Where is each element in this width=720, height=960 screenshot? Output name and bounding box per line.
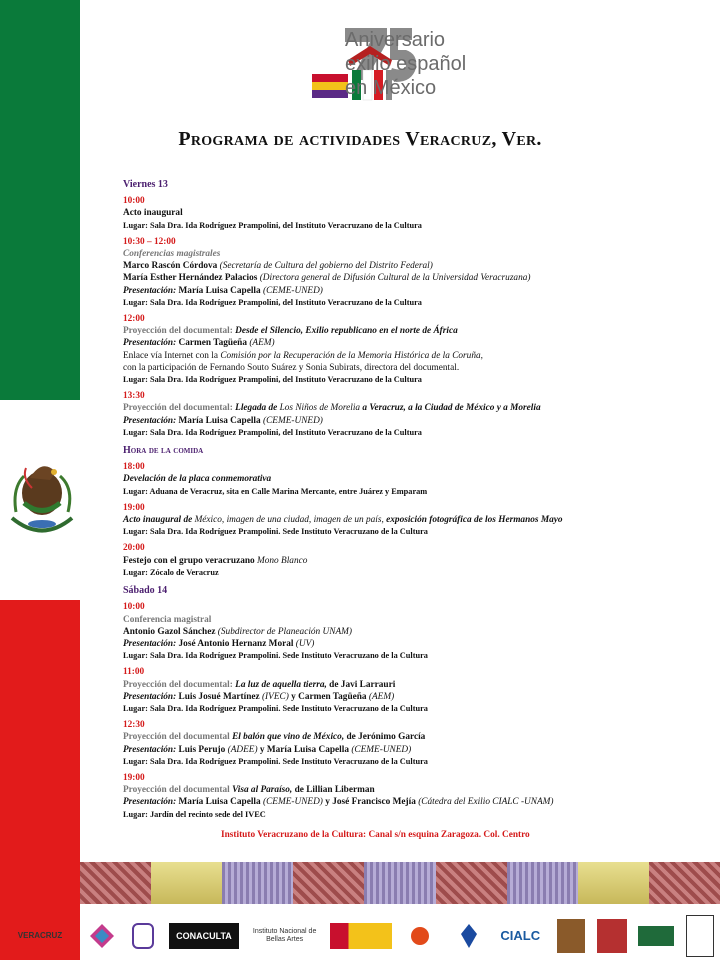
anniversary-logo-text <box>345 28 466 100</box>
event-time: 18:00 <box>123 462 145 473</box>
event-friday-1800 <box>123 461 713 498</box>
ateneo-logo-icon <box>686 915 714 957</box>
veracruz-logo-text: VERACRUZ <box>17 931 63 940</box>
event-time: 19:00 <box>123 772 145 783</box>
note-text: Enlace vía Internet con la <box>123 350 218 361</box>
presenter-name-1: Luis Perujo <box>178 744 226 755</box>
presenter-label: Presentación: <box>123 285 177 296</box>
photo-tile-icon <box>649 862 720 904</box>
event-time: 10:30 – 12:00 <box>123 236 176 247</box>
documentary-label: Proyección del documental: <box>123 326 233 337</box>
event-place: Lugar: Sala Dra. Ida Rodríguez Prampolini. Sede Instituto Veracruzano de la Cultura <box>123 756 428 766</box>
presenter-label: Presentación: <box>123 691 177 702</box>
documentary-title: El balón que vino de México, <box>232 732 345 743</box>
presenter-role: (CEME-UNED) <box>262 415 323 426</box>
presenter-label: Presentación: <box>123 744 177 755</box>
event-title-part-1: Festejo con el grupo veracruzano <box>123 555 255 566</box>
speaker-line <box>123 626 713 638</box>
presenter-name: José Antonio Hernanz Moral <box>178 638 294 649</box>
documentary-title-part-1: Llegada de <box>235 403 278 414</box>
note-line-1 <box>123 350 713 362</box>
veracruz-logo <box>6 918 74 954</box>
photo-tile-icon <box>507 862 578 904</box>
event-place: Lugar: Zócalo de Veracruz <box>123 567 219 577</box>
inba-logo <box>251 920 319 952</box>
documentary-title: La luz de aquella tierra, <box>235 679 327 690</box>
photo-tile-icon <box>364 862 435 904</box>
event-time: 12:00 <box>123 314 145 325</box>
photo-tile-icon <box>436 862 507 904</box>
speaker-name: María Esther Hernández Palacios <box>123 273 258 284</box>
presenter-line <box>123 337 713 349</box>
documentary-title-part-2: Los Niños de Morelia <box>279 403 361 414</box>
presenter-role-2: (CEME-UNED) <box>351 744 412 755</box>
documentary-line <box>123 402 713 414</box>
presenter-line <box>123 638 713 650</box>
presenter-role: (AEM) <box>249 338 275 349</box>
event-title: Develación de la placa conmemorativa <box>123 474 272 485</box>
event-friday-2000 <box>123 542 713 579</box>
event-heading: Conferencia magistral <box>123 614 212 625</box>
presenter-line <box>123 415 713 427</box>
day-heading-saturday: Sábado 14 <box>123 585 168 597</box>
speaker-name: Antonio Gazol Sánchez <box>123 626 216 637</box>
speaker-line-1 <box>123 260 713 272</box>
event-time: 12:30 <box>123 720 145 731</box>
catedra-exilio-logo-icon <box>557 919 585 953</box>
presenter-role-2: (Cátedra del Exilio CIALC -UNAM) <box>418 797 554 808</box>
presenter-line <box>123 691 713 703</box>
presenter-role-1: (ADEE) <box>227 744 258 755</box>
event-title-line <box>123 514 713 526</box>
note-commission: Comisión por la Recuperación de la Memoria Histórica de la Coruña, <box>220 350 483 361</box>
event-saturday-1100 <box>123 666 713 715</box>
event-time: 10:00 <box>123 196 145 207</box>
presenter-name: María Luisa Capella <box>178 285 261 296</box>
rainbow-logo-icon <box>86 920 118 952</box>
documentary-label: Proyección del documental: <box>123 403 233 414</box>
day-heading-friday: Viernes 13 <box>123 179 168 190</box>
page-title: Programa de actividades Veracruz, Ver. <box>178 128 542 150</box>
presenter-name-2: José Francisco Mejía <box>332 797 416 808</box>
presenter-and: y <box>291 691 296 702</box>
cialc-logo <box>495 920 545 952</box>
documentary-director: de Jerónimo García <box>346 732 426 743</box>
event-place: Lugar: Sala Dra. Ida Rodríguez Prampolini, del Instituto Veracruzano de la Cultura <box>123 375 422 385</box>
presenter-and: y <box>259 744 265 755</box>
event-title-part-3: exposición fotográfica de los Hermanos Mayo <box>386 515 563 526</box>
mexican-coat-of-arms-icon <box>2 448 82 543</box>
presenter-label: Presentación: <box>123 638 177 649</box>
inba-logo-text: Instituto Nacional de Bellas Artes <box>252 928 317 943</box>
presenter-name: Carmen Tagüeña <box>178 338 247 349</box>
speaker-role: (Secretaría de Cultura del gobierno del Distrito Federal) <box>219 261 433 272</box>
presenter-role-2: (AEM) <box>368 691 395 702</box>
event-heading: Conferencias magistrales <box>123 249 221 260</box>
logo-line-2: exilio español <box>345 53 467 75</box>
photo-tile-icon <box>293 862 364 904</box>
event-title-part-2: Mono Blanco <box>257 555 308 566</box>
presenter-label: Presentación: <box>123 797 177 808</box>
speaker-name: Marco Rascón Córdova <box>123 261 218 272</box>
event-place: Lugar: Sala Dra. Ida Rodríguez Prampolini, del Instituto Veracruzano de la Cultura <box>123 220 422 230</box>
documentary-line <box>123 784 713 796</box>
university-seal-icon <box>129 920 157 952</box>
presenter-line <box>123 744 713 756</box>
event-place: Lugar: Jardín del recinto sede del IVEC <box>123 809 266 819</box>
sponsor-logos <box>0 912 720 960</box>
documentary-label: Proyección del documental <box>123 785 230 796</box>
event-place: Lugar: Sala Dra. Ida Rodríguez Prampolini, del Instituto Veracruzano de la Cultura <box>123 427 422 437</box>
photo-strip <box>80 862 720 904</box>
event-place: Lugar: Aduana de Veracruz, sita en Calle Marina Mercante, entre Juárez y Emparam <box>123 486 428 496</box>
aecid-logo-icon <box>404 923 442 949</box>
documentary-line <box>123 679 713 691</box>
presenter-name-1: María Luisa Capella <box>178 797 261 808</box>
documentary-label: Proyección del documental: <box>123 679 233 690</box>
presenter-role: (CEME-UNED) <box>262 285 323 296</box>
event-time: 19:00 <box>123 502 145 513</box>
event-title-line <box>123 555 713 567</box>
event-friday-1030 <box>123 236 713 309</box>
event-saturday-1000 <box>123 601 713 662</box>
presenter-line <box>123 285 713 297</box>
presenter-line <box>123 796 713 808</box>
event-friday-1200 <box>123 313 713 386</box>
conaculta-logo <box>169 923 239 949</box>
event-place: Lugar: Sala Dra. Ida Rodríguez Prampolini. Sede Instituto Veracruzano de la Cultura <box>123 703 428 713</box>
photo-tile-icon <box>151 862 222 904</box>
photo-tile-icon <box>80 862 151 904</box>
speaker-role: (Subdirector de Planeación UNAM) <box>217 626 352 637</box>
uv-logo-icon <box>454 921 484 951</box>
documentary-line <box>123 731 713 743</box>
event-title-part-2: México, imagen de una ciudad, imagen de un país, <box>194 515 384 526</box>
event-time: 13:30 <box>123 391 145 402</box>
presenter-name-1: Luis Josué Martínez <box>178 691 260 702</box>
meal-break-heading: Hora de la comida <box>123 445 204 457</box>
documentary-title-part-3: a Veracruz, a la Ciudad de México y a Morelia <box>362 403 541 414</box>
presenter-role: (UV) <box>295 638 315 649</box>
note-line-2: con la participación de Fernando Souto Suárez y Sonia Subirats, directora del documental. <box>123 362 460 373</box>
spain-government-logo-icon <box>330 923 392 949</box>
event-title-part-1: Acto inaugural de <box>123 515 193 526</box>
event-place: Lugar: Sala Dra. Ida Rodríguez Prampolini. Sede Instituto Veracruzano de la Cultura <box>123 527 428 537</box>
documentary-title: Desde el Silencio, Exilio republicano en el norte de África <box>235 326 458 337</box>
conaculta-logo-text: CONACULTA <box>176 931 232 941</box>
speaker-role: (Directora general de Difusión Cultural de la Universidad Veracruzana) <box>259 273 531 284</box>
logo-line-3: en México <box>345 77 437 99</box>
documentary-director: de Javi Larrauri <box>329 679 396 690</box>
speaker-line-2 <box>123 272 713 284</box>
event-time: 11:00 <box>123 667 145 678</box>
cialc-logo-text: CIALC <box>500 928 541 943</box>
event-saturday-1230 <box>123 719 713 768</box>
event-title: Acto inaugural <box>123 208 183 219</box>
red-band <box>0 600 80 960</box>
program-list <box>123 178 713 825</box>
presenter-and: y <box>325 797 330 808</box>
event-saturday-1900 <box>123 772 713 821</box>
photo-tile-icon <box>222 862 293 904</box>
event-place: Lugar: Sala Dra. Ida Rodríguez Prampolini, del Instituto Veracruzano de la Cultura <box>123 297 422 307</box>
logo-line-1: Aniversario <box>345 29 446 51</box>
presenter-role-1: (CEME-UNED) <box>262 797 323 808</box>
presenter-label: Presentación: <box>123 415 177 426</box>
presenter-name: María Luisa Capella <box>178 415 261 426</box>
event-time: 10:00 <box>123 602 145 613</box>
presenter-role-1: (IVEC) <box>261 691 289 702</box>
event-place: Lugar: Sala Dra. Ida Rodríguez Prampolini. Sede Instituto Veracruzano de la Cultura <box>123 651 428 661</box>
ceme-uned-logo-icon <box>638 926 674 946</box>
presenter-name-2: María Luisa Capella <box>266 744 349 755</box>
documentary-director: de Lillian Liberman <box>294 785 375 796</box>
presenter-name-2: Carmen Tagüeña <box>298 691 367 702</box>
green-band <box>0 0 80 400</box>
documentary-line <box>123 325 713 337</box>
documentary-title: Visa al Paraíso, <box>232 785 293 796</box>
venue-address-footer: Instituto Veracruzano de la Cultura: Canal s/n esquina Zaragoza. Col. Centro <box>221 830 530 840</box>
photo-tile-icon <box>578 862 649 904</box>
event-friday-1000 <box>123 195 713 232</box>
documentary-label: Proyección del documental <box>123 732 230 743</box>
event-friday-1330 <box>123 390 713 439</box>
presenter-label: Presentación: <box>123 338 177 349</box>
portrait-logo-icon <box>597 919 627 953</box>
event-friday-1900 <box>123 502 713 539</box>
event-time: 20:00 <box>123 543 145 554</box>
